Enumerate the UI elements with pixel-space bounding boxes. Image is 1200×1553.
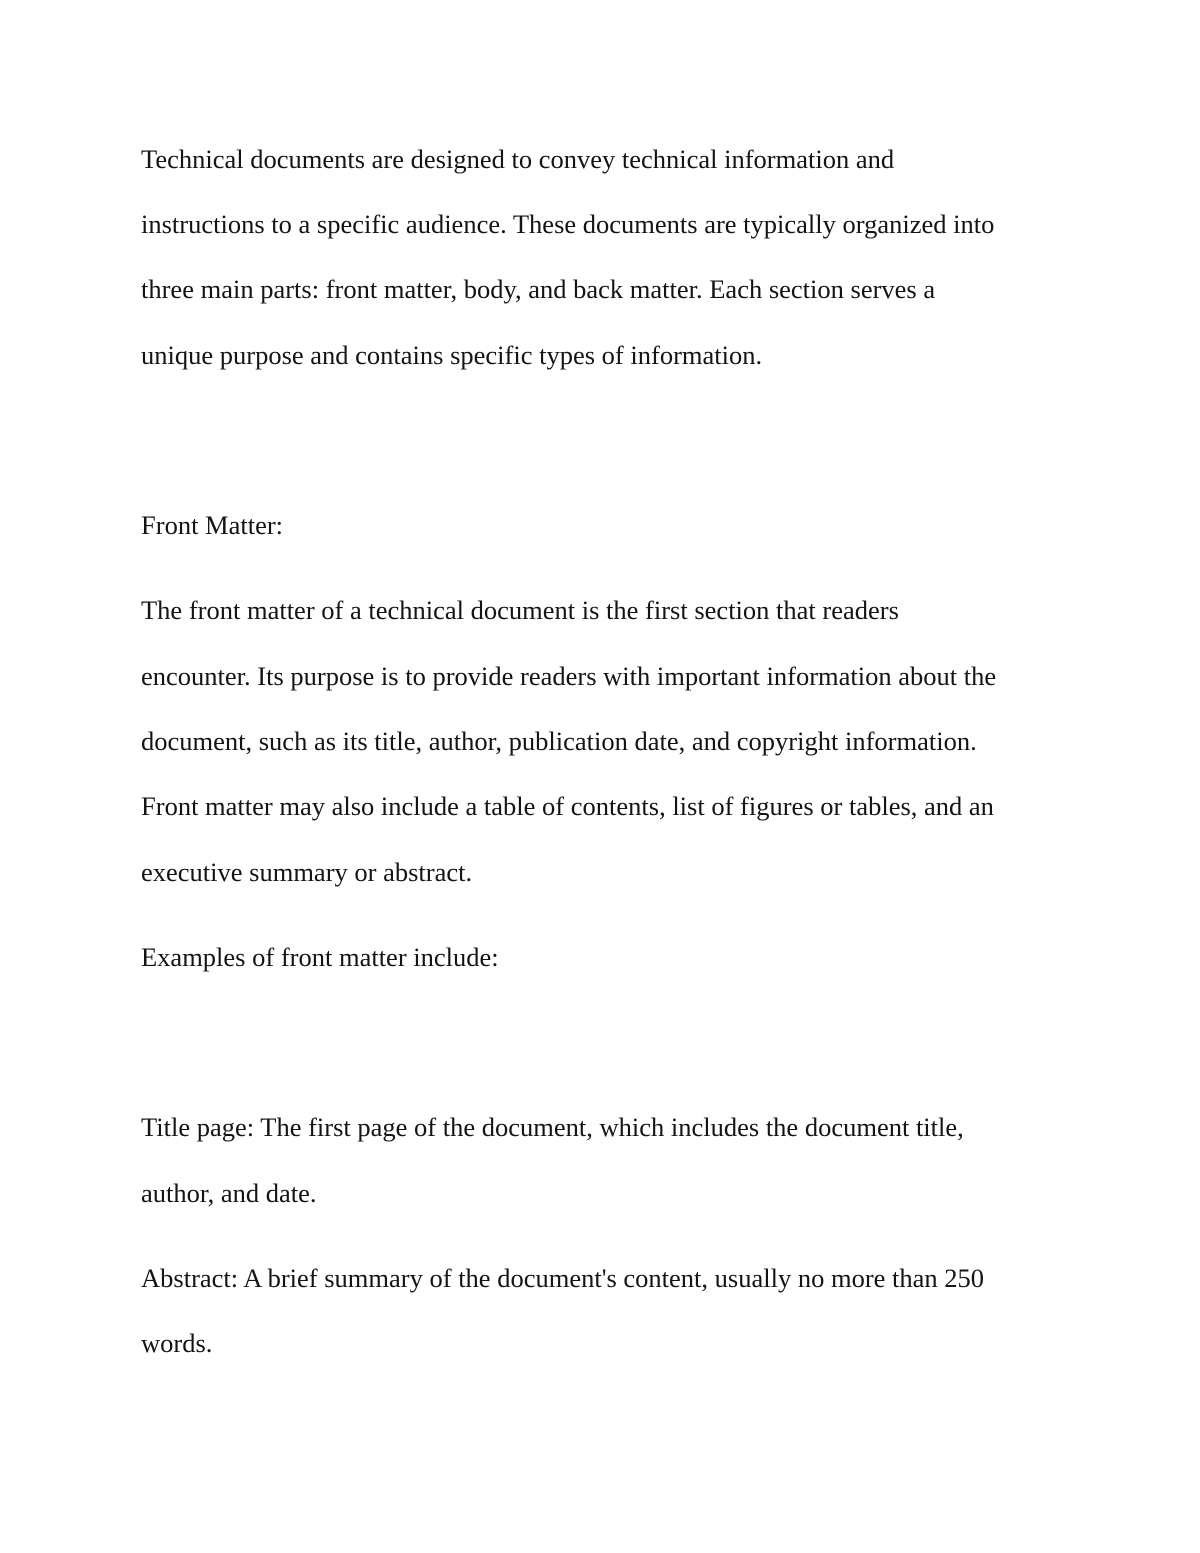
text-line: Technical documents are designed to convey technical information and <box>141 144 895 174</box>
text-line: encounter. Its purpose is to provide readers with important information about the <box>141 661 997 691</box>
text-line: executive summary or abstract. <box>141 857 473 887</box>
text-line: instructions to a specific audience. These documents are typically organized into <box>141 209 995 239</box>
section-heading: Front Matter: <box>141 510 284 540</box>
text-line: Title page: The first page of the document, which includes the document title, <box>141 1112 964 1142</box>
text-line: Front matter may also include a table of contents, list of figures or tables, and an <box>141 791 994 821</box>
examples-intro: Examples of front matter include: <box>141 942 499 972</box>
text-line: author, and date. <box>141 1178 317 1208</box>
text-line: document, such as its title, author, publication date, and copyright information. <box>141 726 977 756</box>
text-line: three main parts: front matter, body, and back matter. Each section serves a <box>141 274 936 304</box>
text-line: The front matter of a technical document is the first section that readers <box>141 595 899 625</box>
text-line: unique purpose and contains specific types of information. <box>141 340 763 370</box>
text-line: Abstract: A brief summary of the document's content, usually no more than 250 <box>141 1263 985 1293</box>
text-line: words. <box>141 1328 213 1358</box>
